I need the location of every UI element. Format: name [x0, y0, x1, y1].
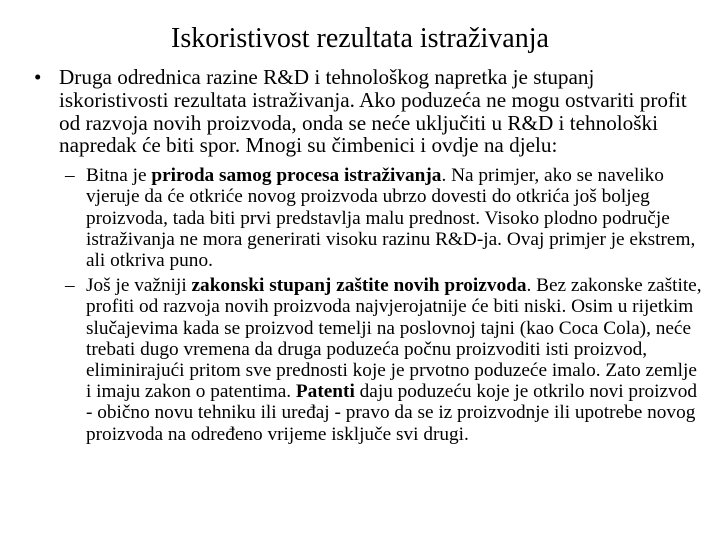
main-bullet	[34, 66, 706, 157]
sub-bullet-text-post: . Bez zakonske zaštite, profiti od razvoja novih proizvoda najvjerojatnije će biti niski. Osim u rijetkim slučajevima kada se proizvod temelji na poslovnoj tajni (kao Coca Cola), neće trebati dugo vremena da druga poduzeća počnu proizvoditi isti proizvod, eliminirajući pritom sve prednosti koje je prvotno poduzeće imalo. Zato zemlje i imaju zakon o patentima.	[86, 275, 702, 403]
dash-marker: –	[65, 275, 75, 297]
sub-bullet-bold-term: zakonski stupanj zaštite novih proizvoda	[191, 275, 527, 297]
sub-bullet-text-pre: Bitna je	[86, 165, 152, 187]
main-bullet-text: Druga odrednica razine R&D i tehnološkog napretka je stupanj iskoristivosti rezultata istraživanja. Ako poduzeća ne mogu ostvariti profit od razvoja novih proizvoda, onda se neće uključiti u R&D i tehnološki napredak će biti spor. Mnogi su čimbenici i ovdje na djelu:	[59, 65, 687, 158]
sub-bullet-text-post2: daju poduzeću koje je otkrilo novi proizvod - obično novu tehniku ili uređaj - pravo da se iz proizvodnje ili upotrebe novog proizvoda na određeno vrijeme isključe svi drugi.	[86, 381, 697, 445]
sub-bullet-text-post: . Na primjer, ako se naveliko vjeruje da će otkriće novog proizvoda ubrzo dovesti do otkrića još boljeg proizvoda, tada biti prvi predstavlja malu prednost. Visoko plodno područje istraživanja ne mora generirati visoku razinu R&D-ja. Ovaj primjer je ekstrem, ali otkriva puno.	[86, 165, 696, 271]
sub-bullet-bold-term: priroda samog procesa istraživanja	[151, 165, 442, 187]
slide-title: Iskoristivost rezultata istraživanja	[171, 23, 549, 54]
slide-content	[34, 66, 706, 449]
sub-bullet-bold-term-patents: Patenti	[295, 381, 355, 403]
sub-bullet-list	[52, 165, 706, 445]
sub-bullet-text-pre: Još je važniji	[86, 275, 192, 297]
sub-bullet-research-nature	[52, 165, 706, 271]
bullet-marker: •	[34, 65, 42, 89]
sub-bullet-legal-protection	[52, 275, 706, 445]
dash-marker: –	[65, 165, 75, 187]
